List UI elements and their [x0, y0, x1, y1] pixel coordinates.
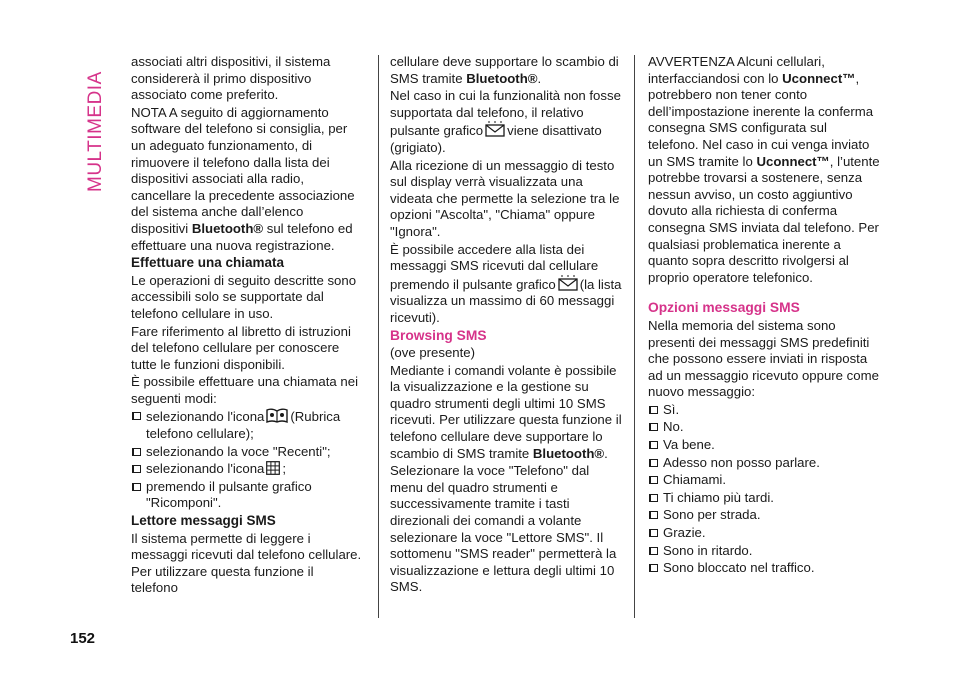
paragraph — [390, 88, 622, 156]
text: , potrebbero non tener conto dell’impostazione inerente la conferma consegna SMS configurata sul telefono. Nel caso in cui venga inviato un SMS tramite lo — [648, 70, 874, 169]
bold-text: Bluetooth® — [191, 220, 264, 236]
column-divider — [378, 55, 379, 618]
section-heading: Opzioni messaggi SMS — [648, 300, 800, 316]
section-heading: Effettuare una chiamata — [131, 255, 285, 271]
paragraph: Nella memoria del sistema sono presenti dei messaggi SMS predefiniti che possono essere inviati in risposta ad un messaggio ricevuto oppure come nuovo messaggio: — [648, 317, 879, 400]
list-item: selezionando la voce "Recenti"; — [131, 444, 363, 461]
paragraph — [648, 54, 880, 286]
sms-envelope-icon — [485, 121, 505, 137]
contacts-book-icon — [266, 408, 288, 423]
paragraph: Selezionare la voce "Telefono" dal menu del quadro strumenti e successivamente tramite i tasti direzionali dei comandi a volante selezionare la voce "Lettore SMS". Il sottomenu "SMS reader" permetterà la visualizzazione e lettura degli ultimi 10 SMS. — [390, 463, 617, 595]
list-item — [131, 461, 363, 478]
paragraph: associati altri dispositivi, il sistema considererà il primo dispositivo associato come preferito. — [131, 54, 331, 103]
text: È possibile accedere alla lista dei messaggi SMS ricevuti dal cellulare premendo il pulsante grafico — [390, 241, 599, 292]
list-item: Ti chiamo più tardi. — [648, 490, 880, 507]
paragraph: Il sistema permette di leggere i messaggi ricevuti dal telefono cellulare. Per utilizzare questa funzione il telefono — [131, 530, 362, 596]
paragraph: Fare riferimento al libretto di istruzioni del telefono cellulare per conoscere tutte le funzioni disponibili. — [131, 323, 351, 372]
list-item: No. — [648, 419, 880, 436]
text: (la lista visualizza un massimo di 60 messaggi ricevuti). — [390, 276, 622, 325]
list-item: premendo il pulsante grafico "Ricomponi". — [131, 479, 363, 512]
text: (Rubrica telefono cellulare); — [146, 409, 341, 442]
list-item: Chiamami. — [648, 472, 880, 489]
paragraph: Le operazioni di seguito descritte sono accessibili solo se supportate dal telefono cellulare in uso. — [131, 272, 357, 321]
paragraph — [131, 105, 363, 254]
column-divider — [634, 55, 635, 618]
text: sul telefono ed effettuare una nuova registrazione. — [131, 220, 353, 253]
text: . — [537, 70, 542, 86]
list-item: Grazie. — [648, 525, 880, 542]
page-number: 152 — [70, 630, 96, 647]
list-item: Sono in ritardo. — [648, 543, 880, 560]
section-title: MULTIMEDIA — [85, 71, 106, 192]
paragraph: Alla ricezione di un messaggio di testo sul display verrà visualizzata una videata che permette la selezione tra le opzioni "Ascolta", "Chiama" oppure "Ignora". — [390, 157, 620, 239]
text: ; — [282, 461, 287, 477]
text: NOTA A seguito di aggiornamento software del telefono si consiglia, per un adeguato funzionamento, di rimuovere il telefono dalla lista dei dispositivi associati alla radio, cancellare la precedente associazione del sistema anche dall’elenco dispositivi — [131, 104, 355, 236]
list-item: Sì. — [648, 402, 880, 419]
paragraph: (ove presente) — [390, 345, 476, 361]
paragraph: È possibile effettuare una chiamata nei seguenti modi: — [131, 374, 359, 406]
list-item: Sono per strada. — [648, 507, 880, 524]
bold-text: Bluetooth® — [532, 445, 605, 461]
text: AVVERTENZA Alcuni cellulari, interfacciandosi con lo — [648, 54, 825, 86]
paragraph — [390, 54, 622, 87]
text: , l’utente potrebbe trovarsi a sostenere, senza nessun avviso, un costo aggiuntivo dovuto alla richiesta di conferma consegna SMS inviata dal telefono. Per qualsiasi problematica inerente a quanto sopra descritto rivolgersi al proprio operatore telefonico. — [648, 153, 880, 285]
list-item: Sono bloccato nel traffico. — [648, 560, 880, 577]
text: cellulare deve supportare lo scambio di SMS tramite — [390, 54, 619, 86]
text-column-1 — [131, 54, 363, 598]
list-item — [131, 408, 363, 442]
text: selezionando l'icona — [146, 409, 265, 425]
text: viene disattivato (grigiato). — [390, 123, 602, 155]
bold-text: Uconnect™ — [782, 70, 856, 86]
sms-envelope-icon — [558, 275, 578, 291]
section-side-label — [84, 52, 108, 192]
list-item: Va bene. — [648, 437, 880, 454]
paragraph — [390, 242, 622, 327]
text: . — [604, 445, 608, 461]
text: selezionando l'icona — [146, 461, 265, 477]
text-column-3 — [648, 54, 880, 578]
paragraph — [390, 363, 622, 463]
text-column-2 — [390, 54, 622, 597]
bold-text: Bluetooth® — [466, 70, 538, 86]
bold-text: Uconnect™ — [756, 153, 830, 169]
section-heading: Browsing SMS — [390, 327, 487, 343]
text: Nel caso in cui la funzionalità non fosse supportata dal telefono, il relativo pulsante grafico — [390, 88, 621, 139]
text: Mediante i comandi volante è possibile la visualizzazione e la gestione su quadro strumenti degli ultimi 10 SMS ricevuti. Per utilizzare questa funzione il telefono cellulare deve supportare lo scambio di SMS tramite — [390, 362, 622, 461]
list-item: Adesso non posso parlare. — [648, 455, 880, 472]
section-heading: Lettore messaggi SMS — [131, 513, 276, 529]
keypad-grid-icon — [266, 461, 280, 475]
